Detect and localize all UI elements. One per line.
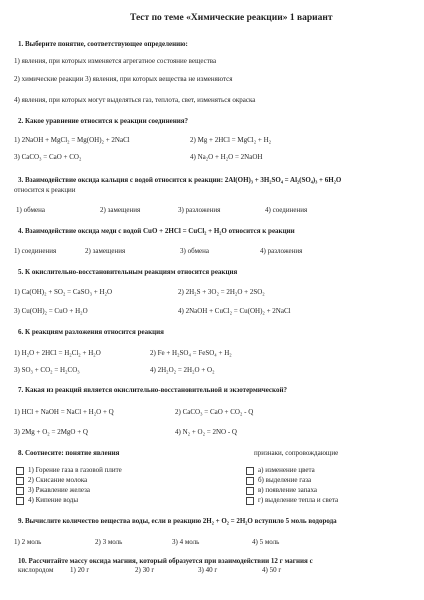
q5-answer-1: 1) Ca(OH)₂ + SO₂ = CaSO₃ + H₂O: [14, 288, 113, 296]
question-3: 3. Взаимодействие оксида кальция с водой относится к реакции: 2Al(OH)₃ + 3H₂SO₄ = Al₂(SO₄)₃ + 6H₂O: [18, 176, 342, 184]
answer-box[interactable]: [246, 477, 254, 485]
q8-left-item: 1) Горение газа в газовой плите: [28, 466, 122, 474]
answer-box[interactable]: [16, 467, 24, 475]
q6-answer-1: 1) H₂O + 2HCl = H₂Cl₂ + H₂O: [14, 349, 101, 357]
q8-right-item: г) выделение тепла и света: [258, 496, 339, 504]
q2-answer-3: 3) CaCO₃ = CaO + CO₂: [14, 153, 82, 161]
q10-line-2: кислородом: [18, 566, 54, 574]
q7-answer-4: 4) N₂ + O₂ = 2NO - Q: [175, 428, 237, 436]
question-5: 5. К окислительно-восстановительным реакциям относится реакция: [18, 268, 238, 276]
q8-left-item: 3) Ржавление железа: [28, 486, 90, 494]
question-6: 6. К реакциям разложения относится реакция: [18, 328, 164, 336]
q10-answer-4: 4) 50 г: [262, 566, 282, 574]
q3-answer-1: 1) обмена: [16, 206, 45, 214]
q1-answer-2: 2) химические реакции 3) явления, при которых вещества не изменяются: [14, 75, 233, 83]
q6-answer-2: 2) Fe + H₂SO₄ = FeSO₄ + H₂: [150, 349, 232, 357]
q8-right-header: признаки, сопровождающие: [254, 449, 339, 457]
q3-line-2: относится к реакции: [14, 186, 76, 194]
q3-answer-2: 2) замещения: [100, 206, 141, 214]
q9-answer-1: 1) 2 моль: [14, 538, 42, 546]
question-7: 7. Какая из реакций является окислительно-восстановительной и экзотермической?: [18, 386, 287, 394]
q1-answer-3: 4) явления, при которых могут выделяться газ, теплота, свет, изменяться окраска: [14, 96, 256, 104]
q10-answer-3: 3) 40 г: [198, 566, 218, 574]
q4-answer-3: 3) обмена: [180, 247, 209, 255]
question-10: 10. Рассчитайте массу оксида магния, который образуется при взаимодействии 12 г магния с: [18, 557, 313, 565]
q8-left-item: 2) Скисание молока: [28, 476, 88, 484]
q4-answer-4: 4) разложения: [260, 247, 303, 255]
page-title: Тест по теме «Химические реакции» 1 вариант: [130, 13, 333, 23]
q1-answer-1: 1) явления, при которых изменяется агрегатное состояние вещества: [14, 57, 217, 65]
question-8: 8. Соотнесите: понятие явления: [18, 449, 120, 457]
answer-box[interactable]: [246, 497, 254, 505]
answer-box[interactable]: [16, 477, 24, 485]
q4-answer-2: 2) замещения: [85, 247, 126, 255]
q8-left-item: 4) Кипение воды: [28, 496, 79, 504]
q6-answer-3: 3) SO₃ + CO₂ = H₂CO₃: [14, 366, 80, 374]
q5-answer-4: 4) 2NaOH + CuCl₂ = Cu(OH)₂ + 2NaCl: [178, 307, 291, 315]
q7-answer-3: 3) 2Mg + O₂ = 2MgO + Q: [14, 428, 88, 436]
q4-answer-1: 1) соединения: [14, 247, 57, 255]
q3-answer-4: 4) соединения: [265, 206, 308, 214]
q8-right-item: а) изменение цвета: [258, 466, 315, 474]
question-9: 9. Вычислите количество вещества воды, если в реакцию 2H₂ + O₂ = 2H₂O вступило 5 моль водорода: [18, 517, 337, 525]
q10-answer-1: 1) 20 г: [70, 566, 90, 574]
q10-answer-2: 2) 30 г: [135, 566, 155, 574]
q2-answer-2: 2) Mg + 2HCl = MgCl₂ + H₂: [190, 136, 272, 144]
q7-answer-2: 2) CaCO₃ = CaO + CO₂ - Q: [175, 408, 254, 416]
q8-right-item: б) выделение газа: [258, 476, 312, 484]
q9-answer-4: 4) 5 моль: [252, 538, 280, 546]
question-1: 1. Выберите понятие, соответствующее определению:: [18, 40, 188, 48]
q8-right-item: в) появление запаха: [258, 486, 318, 494]
answer-box[interactable]: [246, 487, 254, 495]
q2-answer-4: 4) Na₂O + H₂O = 2NaOH: [190, 153, 263, 161]
q5-answer-3: 3) Cu(OH)₂ = CuO + H₂O: [14, 307, 88, 315]
question-2: 2. Какое уравнение относится к реакции соединения?: [18, 117, 189, 125]
answer-box[interactable]: [16, 497, 24, 505]
answer-box[interactable]: [16, 487, 24, 495]
q6-answer-4: 4) 2H₂O₂ = 2H₂O + O₂: [150, 366, 215, 374]
q9-answer-2: 2) 3 моль: [95, 538, 123, 546]
q2-answer-1: 1) 2NaOH + MgCl₂ = Mg(OH)₂ + 2NaCl: [14, 136, 130, 144]
answer-box[interactable]: [246, 467, 254, 475]
q3-answer-3: 3) разложения: [178, 206, 221, 214]
q7-answer-1: 1) HCl + NaOH = NaCl + H₂O + Q: [14, 408, 114, 416]
q5-answer-2: 2) 2H₂S + 3O₂ = 2H₂O + 2SO₂: [178, 288, 265, 296]
question-4: 4. Взаимодействие оксида меди с водой CuO + 2HCl = CuCl₂ + H₂O относится к реакции: [18, 227, 295, 235]
q9-answer-3: 3) 4 моль: [172, 538, 200, 546]
